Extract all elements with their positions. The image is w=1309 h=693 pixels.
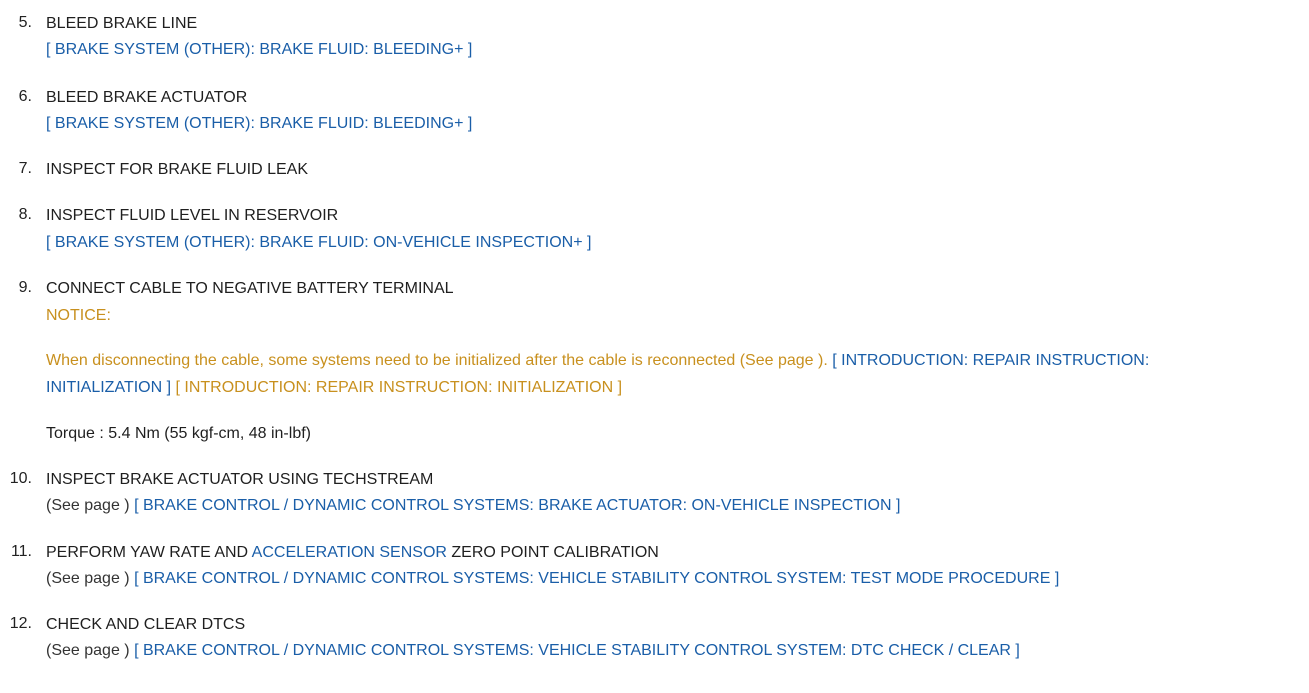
step-title	[46, 543, 659, 563]
test-mode-procedure-link[interactable]: [ BRAKE CONTROL / DYNAMIC CONTROL SYSTEMS: VEHICLE STABILITY CONTROL SYSTEM: TEST MODE PROCEDURE ]	[134, 570, 1060, 587]
step-number: 9.	[18, 279, 32, 296]
acceleration-sensor-link[interactable]: ACCELERATION SENSOR	[251, 544, 447, 561]
see-page-text: (See page )	[46, 642, 135, 659]
initialization-link-orange[interactable]: [ INTRODUCTION: REPAIR INSTRUCTION: INITIALIZATION ]	[171, 379, 623, 396]
step-title: BLEED BRAKE ACTUATOR	[46, 89, 248, 106]
initialization-link-cont[interactable]: INITIALIZATION ]	[46, 379, 172, 396]
see-page-text: (See page )	[46, 570, 135, 587]
step-title: BLEED BRAKE LINE	[46, 15, 198, 32]
title-part1: PERFORM YAW RATE AND	[46, 544, 252, 561]
notice-label: NOTICE:	[46, 307, 111, 324]
step-number: 11.	[10, 543, 32, 560]
notice-body-cont	[46, 378, 622, 398]
step-number: 12.	[9, 615, 32, 632]
bleeding-link[interactable]: [ BRAKE SYSTEM (OTHER): BRAKE FLUID: BLEEDING+ ]	[46, 41, 473, 58]
step-title: INSPECT FLUID LEVEL IN RESERVOIR	[46, 207, 339, 224]
notice-body	[46, 351, 1149, 371]
step-number: 10.	[9, 470, 32, 487]
step-title: INSPECT BRAKE ACTUATOR USING TECHSTREAM	[46, 471, 434, 488]
bleeding-link[interactable]: [ BRAKE SYSTEM (OTHER): BRAKE FLUID: BLEEDING+ ]	[46, 115, 473, 132]
step-number: 7.	[18, 160, 32, 177]
step-number: 6.	[18, 88, 32, 105]
dtc-check-clear-link[interactable]: [ BRAKE CONTROL / DYNAMIC CONTROL SYSTEMS: VEHICLE STABILITY CONTROL SYSTEM: DTC CHECK / CLEAR ]	[134, 642, 1020, 659]
step-title: CHECK AND CLEAR DTCS	[46, 616, 246, 633]
title-part2: ZERO POINT CALIBRATION	[446, 544, 659, 561]
reference-line	[46, 569, 1059, 589]
initialization-link[interactable]: [ INTRODUCTION: REPAIR INSTRUCTION:	[832, 352, 1150, 369]
reference-line	[46, 496, 900, 516]
step-title: CONNECT CABLE TO NEGATIVE BATTERY TERMINAL	[46, 280, 454, 297]
torque-spec: Torque : 5.4 Nm (55 kgf-cm, 48 in-lbf)	[46, 425, 311, 442]
see-page-text: (See page )	[46, 497, 135, 514]
step-number: 8.	[18, 206, 32, 223]
step-title: INSPECT FOR BRAKE FLUID LEAK	[46, 161, 308, 178]
notice-text: When disconnecting the cable, some systems need to be initialized after the cable is reconnected (See page ).	[46, 352, 833, 369]
reference-line	[46, 641, 1020, 661]
on-vehicle-inspection-link[interactable]: [ BRAKE SYSTEM (OTHER): BRAKE FLUID: ON-VEHICLE INSPECTION+ ]	[46, 234, 592, 251]
brake-actuator-inspection-link[interactable]: [ BRAKE CONTROL / DYNAMIC CONTROL SYSTEMS: BRAKE ACTUATOR: ON-VEHICLE INSPECTION ]	[134, 497, 901, 514]
step-number: 5.	[18, 14, 32, 31]
